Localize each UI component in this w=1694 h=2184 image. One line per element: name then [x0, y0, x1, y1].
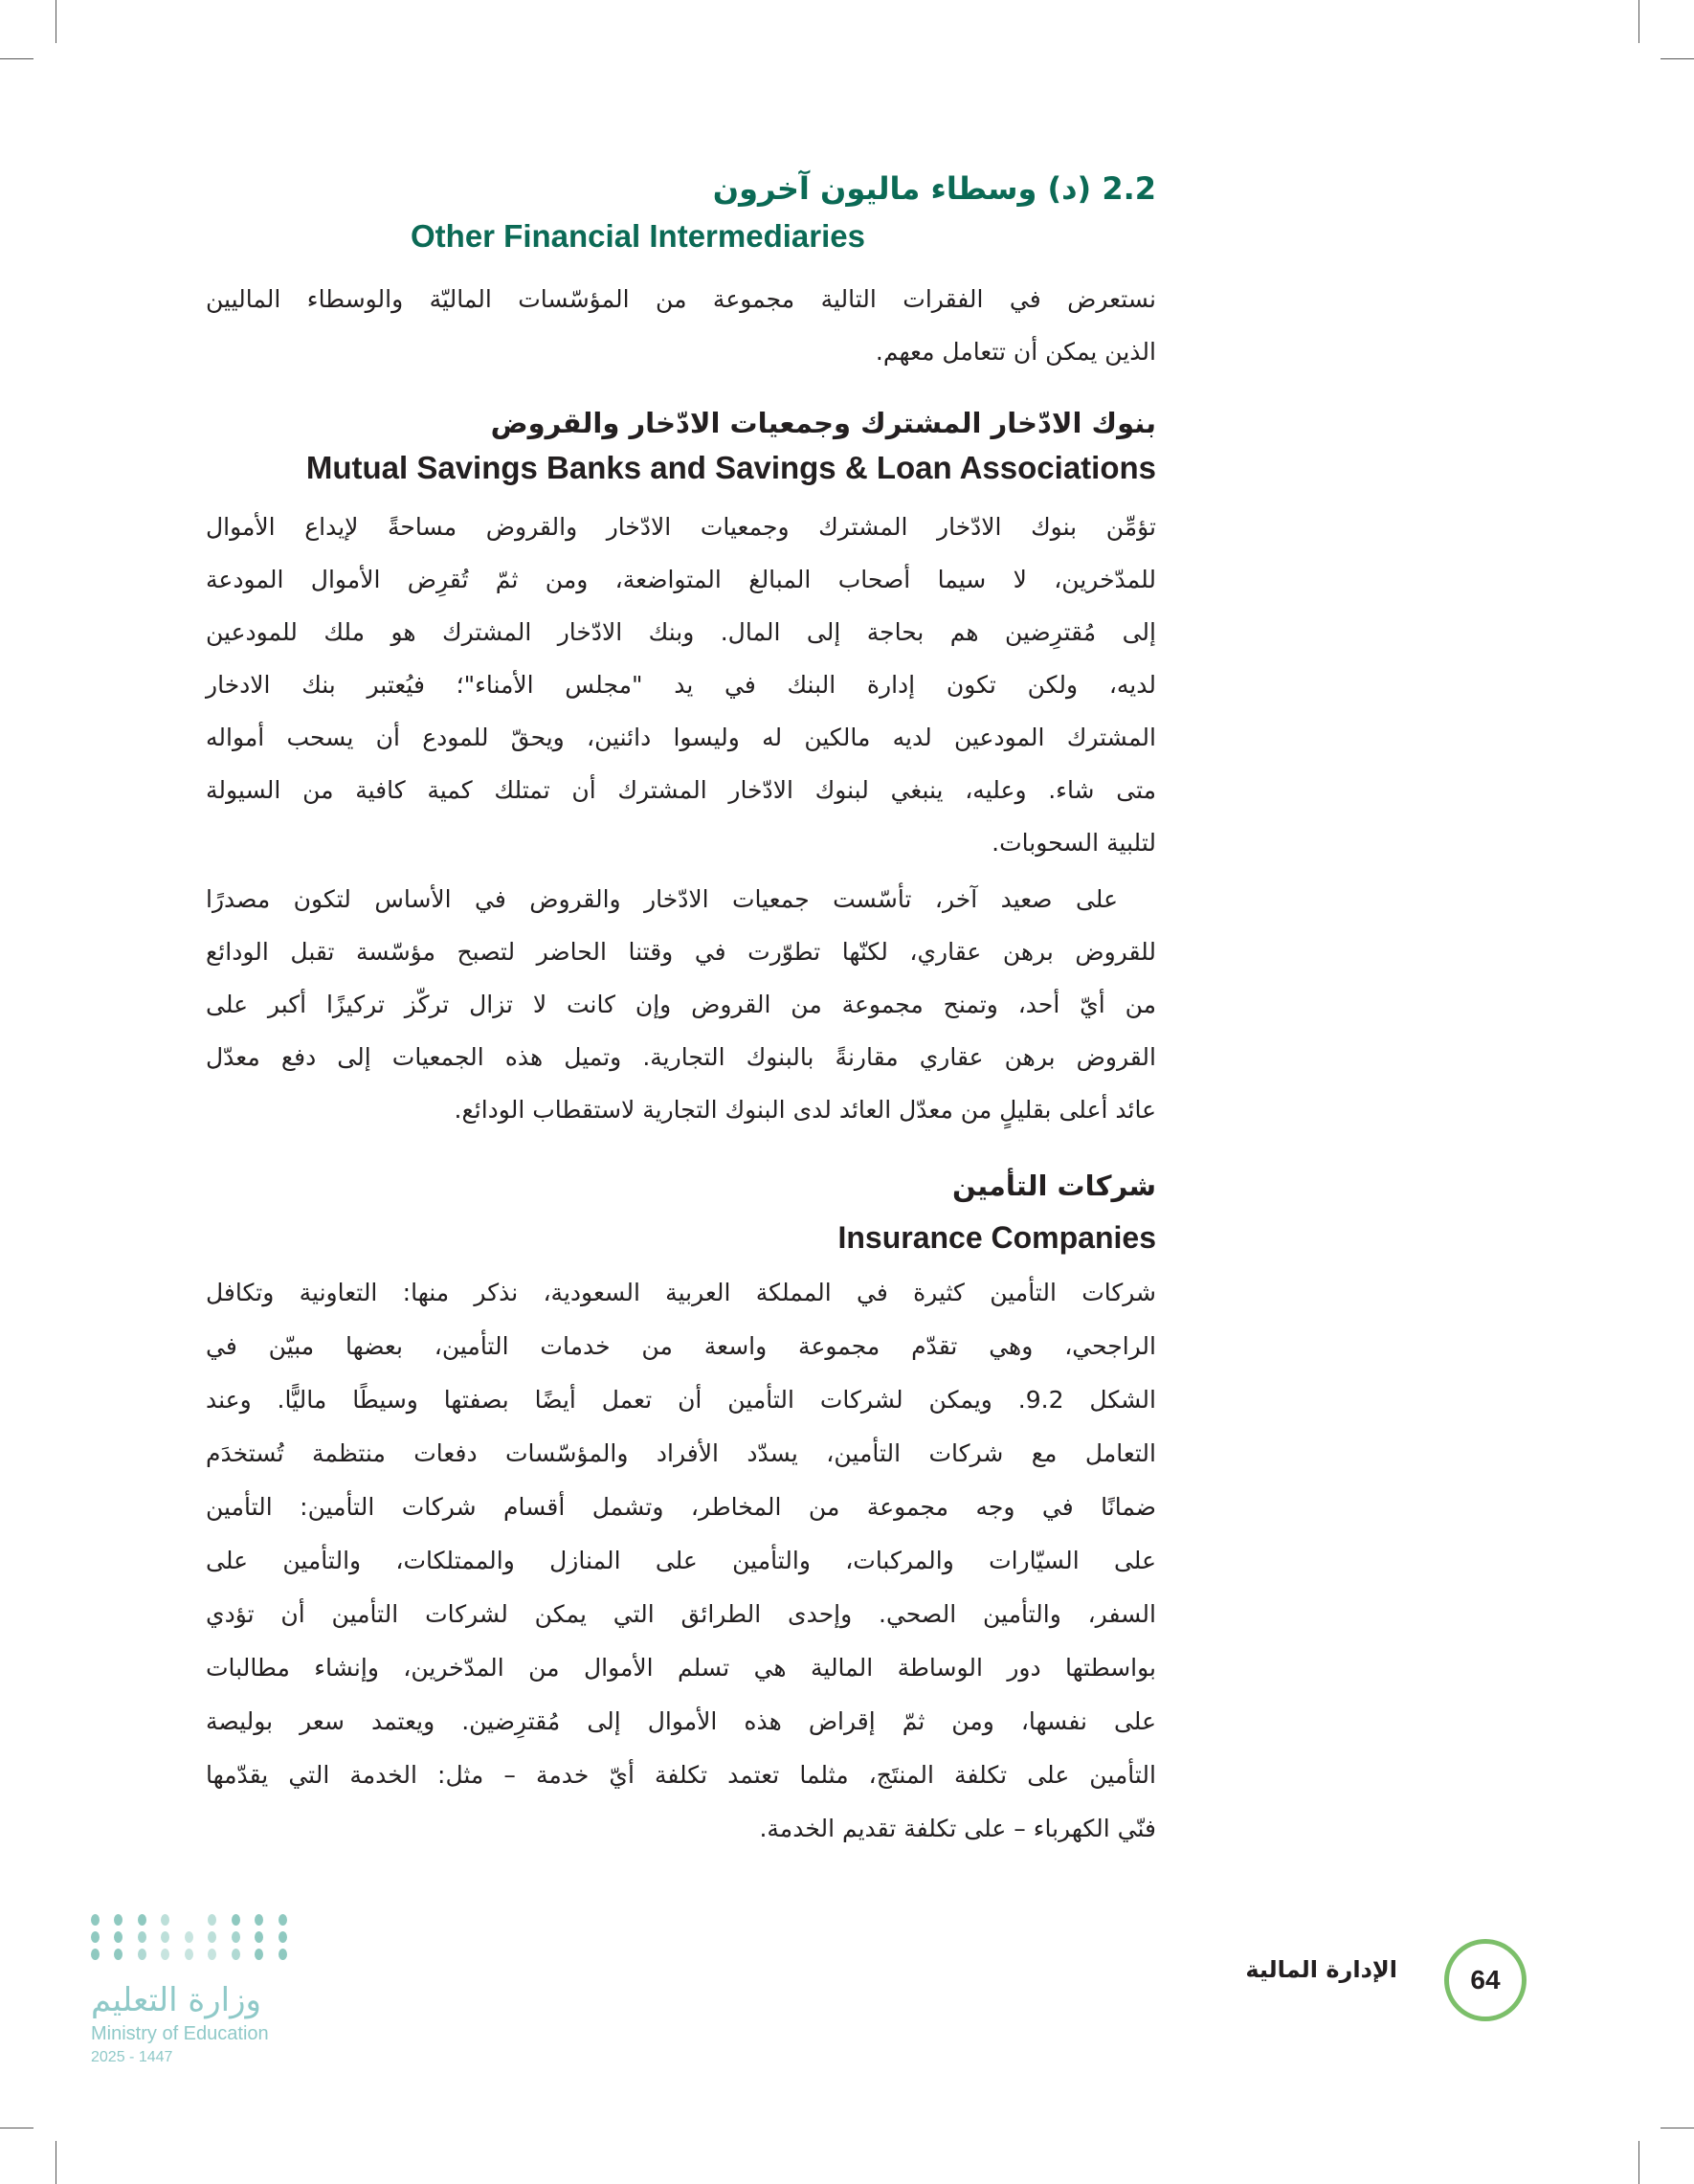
text-line: من أيّ أحد، وتمنح مجموعة من القروض وإن كانت لا تزال تركّز تركيزًا أكبر على	[206, 991, 1156, 1018]
savings-header	[206, 400, 1156, 490]
text-line: بواسطتها دور الوساطة المالية هي تسلم الأموال من المدّخرين، وإنشاء مطالبات	[206, 1654, 1156, 1682]
savings-paragraph-2	[206, 873, 1156, 1136]
text-line: على نفسها، ومن ثمّ إقراض هذه الأموال إلى مُقترِضين. ويعتمد سعر بوليصة	[206, 1707, 1156, 1735]
crop-mark	[1661, 58, 1694, 59]
text-line: السفر، والتأمين الصحي. وإحدى الطرائق التي يمكن لشركات التأمين أن تؤدي	[206, 1600, 1156, 1628]
insurance-header	[206, 1161, 1156, 1264]
section-title-ar: 2.2 (د) وسطاء ماليون آخرون	[712, 170, 1156, 207]
text-line: على صعيد آخر، تأسّست جمعيات الادّخار والقروض في الأساس لتكون مصدرًا	[206, 885, 1118, 913]
text-line: تؤمِّن بنوك الادّخار المشترك وجمعيات الادّخار والقروض مساحةً لإيداع الأموال	[206, 513, 1156, 541]
logo-dots-icon	[91, 1914, 292, 1960]
text-line: التأمين على تكلفة المنتَج، مثلما تعتمد تكلفة أيّ خدمة – مثل: الخدمة التي يقدّمها	[206, 1761, 1156, 1789]
section-title-en: Other Financial Intermediaries	[411, 218, 865, 254]
crop-mark	[1638, 2141, 1639, 2184]
logo-text-en: Ministry of Education	[91, 2023, 269, 2044]
text-line: الذين يمكن أن تتعامل معهم.	[875, 338, 1156, 366]
text-line: على السيّارات والمركبات، والتأمين على المنازل والممتلكات، والتأمين على	[206, 1547, 1156, 1574]
crop-mark	[0, 58, 33, 59]
text-line: للمدّخرين، لا سيما أصحاب المبالغ المتواضعة، ومن ثمّ تُقرِض الأموال المودعة	[206, 566, 1156, 593]
page-number: 64	[1444, 1939, 1527, 2021]
insurance-title-ar: شركات التأمين	[952, 1170, 1156, 1202]
section-header	[206, 165, 1156, 260]
text-line: فنّي الكهرباء – على تكلفة تقديم الخدمة.	[759, 1815, 1156, 1842]
logo-text-ar: وزارة التعليم	[91, 1981, 261, 2019]
text-line: المشترك المودعين لديه مالكين له وليسوا دائنين، ويحقّ للمودع أن يسحب أمواله	[206, 724, 1156, 751]
text-line: شركات التأمين كثيرة في المملكة العربية السعودية، نذكر منها: التعاونية وتكافل	[206, 1279, 1156, 1306]
text-line: لتلبية السحوبات.	[992, 829, 1156, 857]
text-line: عائد أعلى بقليلٍ من معدّل العائد لدى البنوك التجارية لاستقطاب الودائع.	[454, 1096, 1156, 1124]
insurance-title-en: Insurance Companies	[837, 1220, 1156, 1255]
insurance-paragraph	[206, 1266, 1156, 1856]
text-line: الراجحي، وهي تقدّم مجموعة واسعة من خدمات التأمين، بعضها مبيّن في	[206, 1332, 1156, 1360]
text-line: إلى مُقترِضين هم بحاجة إلى المال. وبنك الادّخار المشترك هو ملك للمودعين	[206, 618, 1156, 646]
text-line: لديه، ولكن تكون إدارة البنك في يد "مجلس الأمناء"؛ فيُعتبر بنك الادخار	[206, 671, 1156, 699]
savings-title-en: Mutual Savings Banks and Savings & Loan Associations	[305, 450, 1156, 485]
ministry-logo	[91, 1914, 301, 2066]
crop-mark	[1638, 0, 1639, 43]
text-line: القروض برهن عقاري مقارنةً بالبنوك التجارية. وتميل هذه الجمعيات إلى دفع معدّل	[206, 1043, 1156, 1071]
text-line: ضمانًا في وجه مجموعة من المخاطر، وتشمل أقسام شركات التأمين: التأمين	[206, 1493, 1156, 1521]
text-line: نستعرض في الفقرات التالية مجموعة من المؤسّسات الماليّة والوسطاء الماليين	[206, 285, 1156, 313]
savings-paragraph-1	[206, 501, 1156, 869]
text-line: للقروض برهن عقاري، لكنّها تطوّرت في وقتنا الحاضر لتصبح مؤسّسة تقبل الودائع	[206, 938, 1156, 966]
intro-paragraph	[206, 273, 1156, 378]
text-line: متى شاء. وعليه، ينبغي لبنوك الادّخار المشترك أن تمتلك كمية كافية من السيولة	[206, 776, 1156, 804]
savings-title-ar: بنوك الادّخار المشترك وجمعيات الادّخار والقروض	[490, 407, 1156, 439]
book-title: الإدارة المالية	[1245, 1956, 1397, 1983]
logo-year: 2025 - 1447	[91, 2049, 173, 2065]
text-line: الشكل 9.2. ويمكن لشركات التأمين أن تعمل أيضًا بصفتها وسيطًا ماليًّا. وعند	[206, 1386, 1156, 1414]
text-line: التعامل مع شركات التأمين، يسدّد الأفراد والمؤسّسات دفعات منتظمة تُستخدَم	[206, 1439, 1156, 1467]
